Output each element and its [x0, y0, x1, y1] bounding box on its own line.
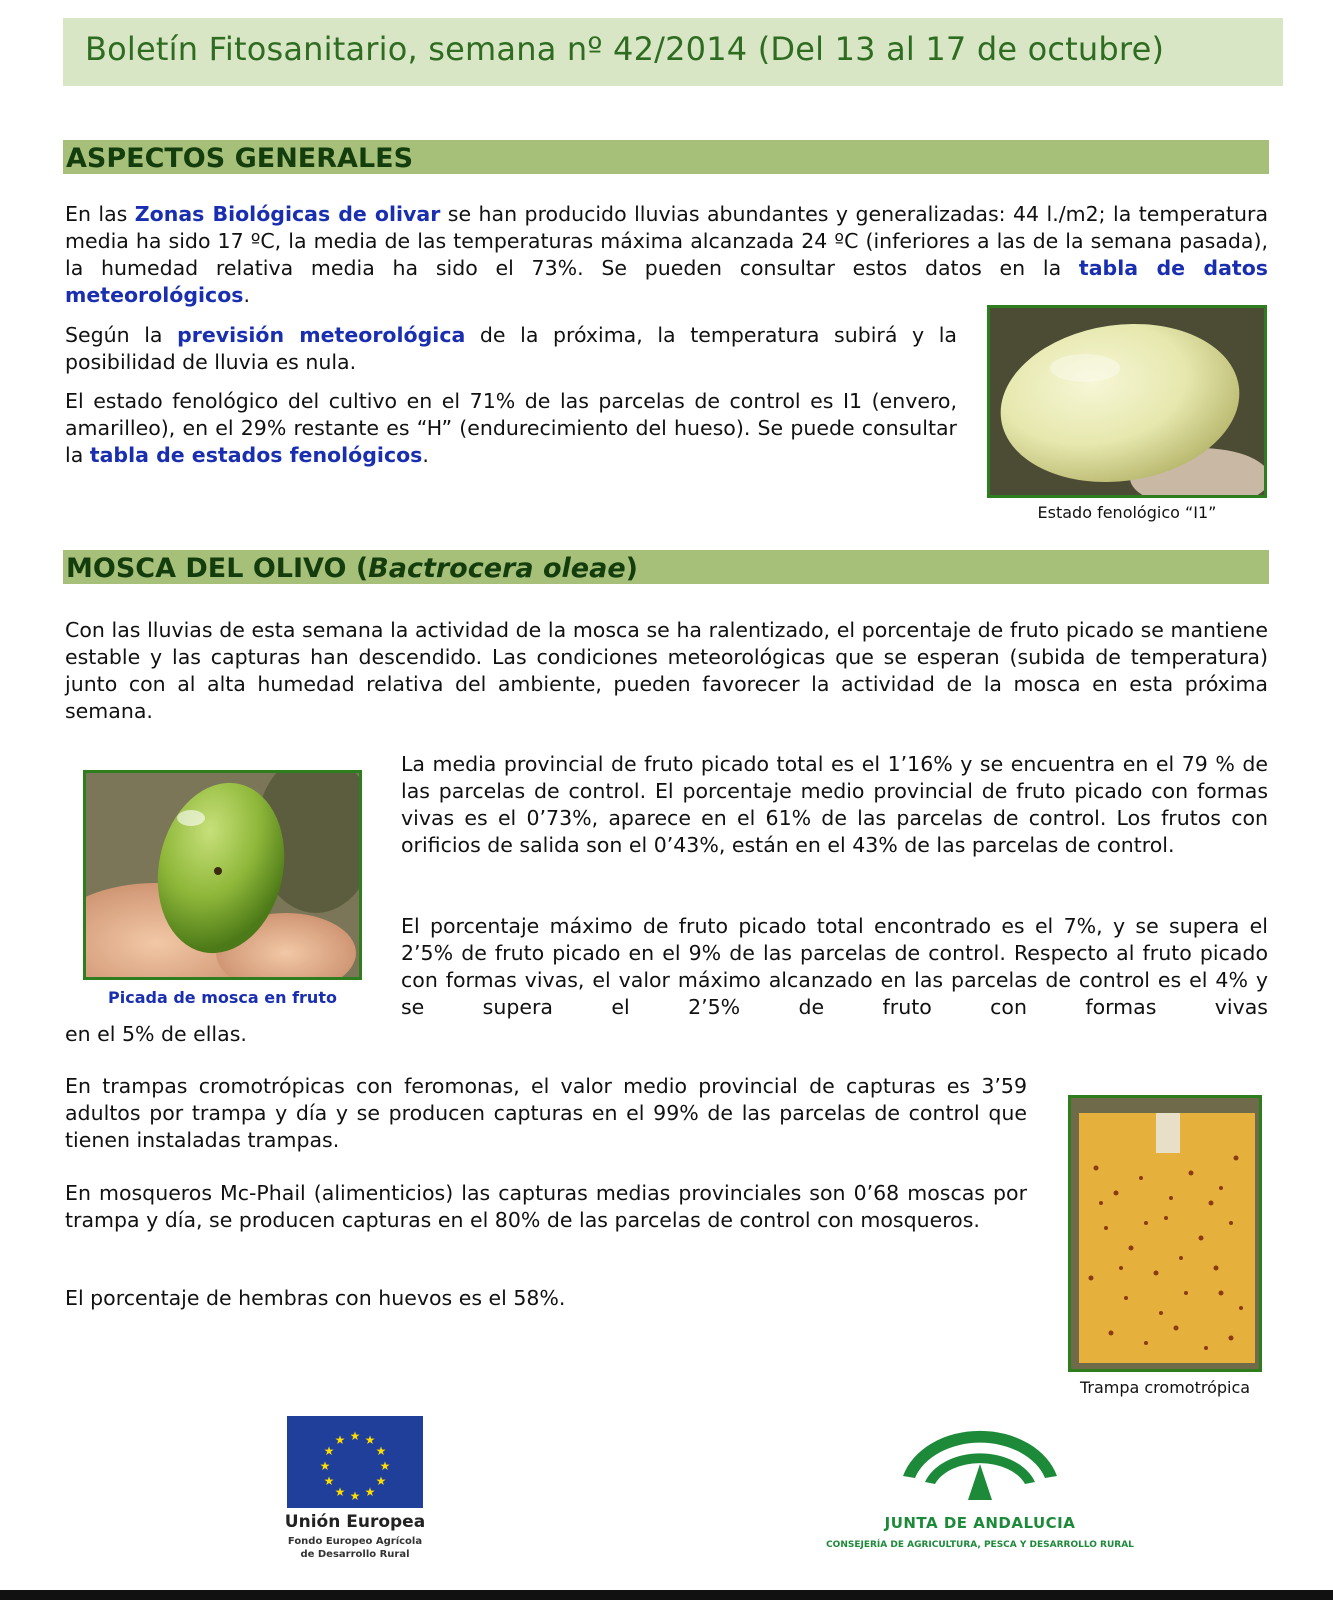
link-tabla-estados-fenologicos[interactable]: tabla de estados fenológicos	[89, 443, 423, 467]
olive-fly-paragraph-sting-average: La media provincial de fruto picado total es el 1’16% y se encuentra en el 79 % de las parcelas de control. El porcentaje medio provincial de fruto picado con formas vivas es el 0’73%, aparece en el 61% de las parcelas de control. Los frutos con orificios de salida son el 0’43%, están en el 43% de las parcelas de control.	[401, 752, 1268, 857]
caption-picada-mosca: Picada de mosca en fruto	[108, 988, 337, 1007]
olive-fly-paragraph-sting-max: El porcentaje máximo de fruto picado total encontrado es el 7%, y se supera el 2’5% de fruto picado en el 9% de las parcelas de control. Respecto al fruto picado con formas vivas, el valor máximo alcanzado en las parcelas de control es el 4% y se supera el 2’5% de fruto con formas vivas	[401, 914, 1268, 1019]
eu-title: Unión Europea	[284, 1512, 426, 1532]
junta-title: JUNTA DE ANDALUCIA	[884, 1514, 1076, 1532]
svg-text:★: ★	[319, 1459, 331, 1473]
general-paragraph-phenology: El estado fenológico del cultivo en el 71% de las parcelas de control es I1 (envero, amarilleo), en el 29% restante es “H” (endurecimiento del hueso). Se puede consultar la tabla de estados fenológicos.	[65, 389, 957, 467]
svg-text:★: ★	[323, 1444, 335, 1458]
eu-stars-icon	[287, 1416, 423, 1508]
caption-estado-fenologico: Estado fenológico “I1”	[1037, 503, 1217, 522]
svg-text:★: ★	[375, 1474, 387, 1488]
junta-subtitle: CONSEJERÍA DE AGRICULTURA, PESCA Y DESARROLLO RURAL	[826, 1540, 1134, 1550]
section-heading-olive-fly: MOSCA DEL OLIVO (Bactrocera oleae)	[63, 550, 1269, 584]
bottom-border	[0, 1590, 1333, 1600]
eu-flag-logo	[287, 1416, 423, 1508]
section-heading-general: ASPECTOS GENERALES	[63, 140, 1269, 174]
olive-fly-paragraph-intro: Con las lluvias de esta semana la actividad de la mosca se ha ralentizado, el porcentaje de fruto picado se mantiene estable y las capturas han descendido. Las condiciones meteorológicas que se esperan (subida de temperatura) junto con al alta humedad relativa del ambiente, pueden favorecer la actividad de la mosca en esta próxima semana.	[65, 618, 1268, 723]
bulletin-title: Boletín Fitosanitario, semana nº 42/2014 (Del 13 al 17 de octubre)	[63, 18, 1283, 86]
svg-text:★: ★	[364, 1485, 376, 1499]
olive-phenology-photo	[987, 305, 1267, 498]
yellow-olive-image	[990, 308, 1264, 495]
link-zonas-biologicas[interactable]: Zonas Biológicas de olivar	[134, 202, 441, 226]
svg-text:★: ★	[334, 1433, 346, 1447]
general-paragraph-weather: En las Zonas Biológicas de olivar se han producido lluvias abundantes y generalizadas: 44 l./m2; la temperatura media ha sido 17 ºC, la media de las temperaturas máxima alcanzada 24 ºC (inferiores a las de la semana pasada), la humedad relativa media ha sido el 73%. Se pueden consultar estos datos en la tabla de datos meteorológicos.	[65, 202, 1269, 307]
green-olive-image	[86, 773, 359, 977]
olive-sting-photo	[83, 770, 362, 980]
yellow-trap-image	[1071, 1098, 1259, 1369]
eu-fund-line2: de Desarrollo Rural	[300, 1549, 410, 1560]
junta-andalucia-logo	[895, 1416, 1065, 1506]
junta-arch-icon	[895, 1416, 1065, 1506]
olive-fly-paragraph-mcphail: En mosqueros Mc-Phail (alimenticios) las capturas medias provinciales son 0’68 moscas por trampa y día, se producen capturas en el 80% de las parcelas de control con mosqueros.	[65, 1181, 1027, 1232]
svg-text:★: ★	[379, 1459, 391, 1473]
svg-text:★: ★	[323, 1474, 335, 1488]
svg-text:★: ★	[375, 1444, 387, 1458]
chromotropic-trap-photo	[1068, 1095, 1262, 1372]
olive-fly-paragraph-traps: En trampas cromotrópicas con feromonas, el valor medio provincial de capturas es 3’59 adultos por trampa y día y se producen capturas en el 99% de las parcelas de control que tienen instaladas trampas.	[65, 1074, 1027, 1152]
svg-text:★: ★	[349, 1429, 361, 1443]
caption-trampa-cromotropica: Trampa cromotrópica	[1079, 1378, 1251, 1397]
general-paragraph-forecast: Según la previsión meteorológica de la próxima, la temperatura subirá y la posibilidad de lluvia es nula.	[65, 323, 957, 374]
svg-text:★: ★	[364, 1433, 376, 1447]
link-prevision-meteorologica[interactable]: previsión meteorológica	[177, 323, 466, 347]
olive-fly-paragraph-females: El porcentaje de hembras con huevos es el 58%.	[65, 1286, 566, 1310]
olive-fly-paragraph-sting-max-tail: en el 5% de ellas.	[65, 1022, 247, 1046]
svg-text:★: ★	[334, 1485, 346, 1499]
link-tabla-datos-meteorologicos[interactable]: tabla de datos meteorológicos	[65, 256, 1268, 307]
svg-text:★: ★	[349, 1489, 361, 1503]
eu-fund-line1: Fondo Europeo Agrícola	[287, 1536, 423, 1547]
